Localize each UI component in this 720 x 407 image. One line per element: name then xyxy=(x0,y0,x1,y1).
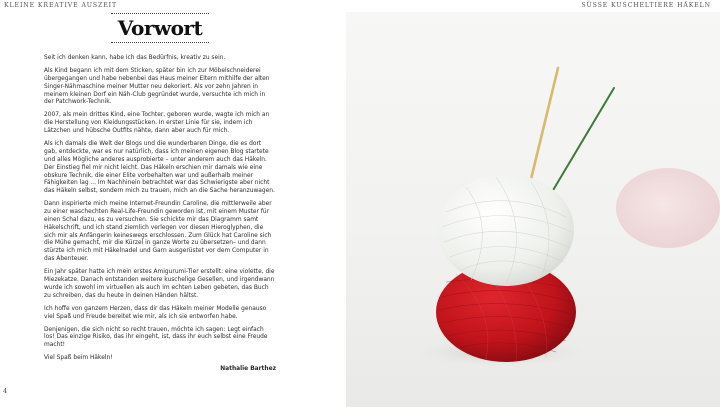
paragraph: 2007, als mein drittes Kind, eine Tochter, geboren wurde, wagte ich mich an die Herstellung von Kleidungsstücken. In erster Linie für sie, indem ich Lätzchen und hübsche Outfits nähte, dann aber auch für mich. xyxy=(44,112,270,135)
page-number: 4 xyxy=(3,387,8,395)
yarn-illustration xyxy=(346,12,720,407)
author-signature: Nathalie Barthez xyxy=(220,366,276,373)
paragraph: Viel Spaß beim Häkeln! xyxy=(44,355,113,362)
paragraph: Dann inspirierte mich meine Internet-Freundin Caroline, die mittlerweile aber zu einer waschechten Real-Life-Freundin geworden ist, mit einem Muster für einen Schal dazu, es zu versuchen. Sie schickte mir das Diagramm samt Häkelschrift, und ich stand ziemlich verlegen vor diesen Hieroglyphen, die sich mir als Anfängerin keineswegs erschlossen. Zum Glück hat Caroline sich die Mühe gemacht, mir die Kürzel in ganze Worte zu übersetzen– und dann stürzte ich mich mit Häkelnadel und Garn ausgerüstet vor dem Computer in das Abenteuer. xyxy=(44,201,272,263)
paragraph: Als ich damals die Welt der Blogs und die wunderbaren Dinge, die es dort gab, entdeckte, war es nur natürlich, dass ich meinen eigenen Blog startete und alles Mögliche anderes ausprobierte – unter anderem auch das Häkeln. Der Einstieg fiel mir nicht leicht. Das Häkeln erschien mir damals wie eine obskure Technik, die einer Elite vorbehalten war und außerhalb meiner Fähigkeiten lag ... Im Nachhinein betrachtet war das Schwierigste aber nicht das Häkeln selbst, sondern mich zu trauen, mich an die Sache heranzuwagen. xyxy=(44,141,275,195)
pink-yarn-ball xyxy=(616,168,720,248)
page-title: Vorwort xyxy=(117,16,203,40)
yarn-photo xyxy=(346,12,720,407)
white-yarn-ball xyxy=(438,174,574,286)
title-divider-bottom xyxy=(111,42,209,43)
paragraph: Denjenigen, die sich nicht so recht trauen, möchte ich sagen: Legt einfach los! Das einzige Risiko, das ihr eingeht, ist, dass ihr euch selbst eine Freude macht! xyxy=(44,326,268,349)
paragraph: Seit ich denken kann, habe ich das Bedürfnis, kreativ zu sein. xyxy=(44,55,226,61)
foreword-text xyxy=(44,55,276,374)
title-block xyxy=(108,13,212,43)
paragraph: Ich hoffe von ganzem Herzen, dass dir das Häkeln meiner Modelle genauso viel Spaß und Freude bereitet wie mir, als ich sie entworfen habe. xyxy=(44,305,267,320)
running-header-right: SÜSSE KUSCHELTIERE HÄKELN xyxy=(581,2,711,9)
running-header-left: KLEINE KREATIVE AUSZEIT xyxy=(4,2,118,9)
paragraph: Als Kind begann ich mit dem Sticken, später bin ich zur Möbelschneiderei übergegangen und habe nebenbei das Haus meiner Eltern mithilfe der alten Singer-Nähmaschine meiner Mutter neu dekoriert. Als vor zehn Jahren in meinem kleinen Dorf ein Näh-Club gegründet wurde, versuchte ich mich in der Patchwork-Technik. xyxy=(44,68,270,106)
paragraph: Ein Jahr später hatte ich mein erstes Amigurumi-Tier erstellt: eine violette, die Miezekatze. Danach entstanden weitere kuschelige Gesellen, und irgendwann wurde ich sowohl im virtuellen als auch im echten Leben gebeten, das Buch zu schreiben, das du heute in deinen Händen hältst. xyxy=(44,269,275,299)
